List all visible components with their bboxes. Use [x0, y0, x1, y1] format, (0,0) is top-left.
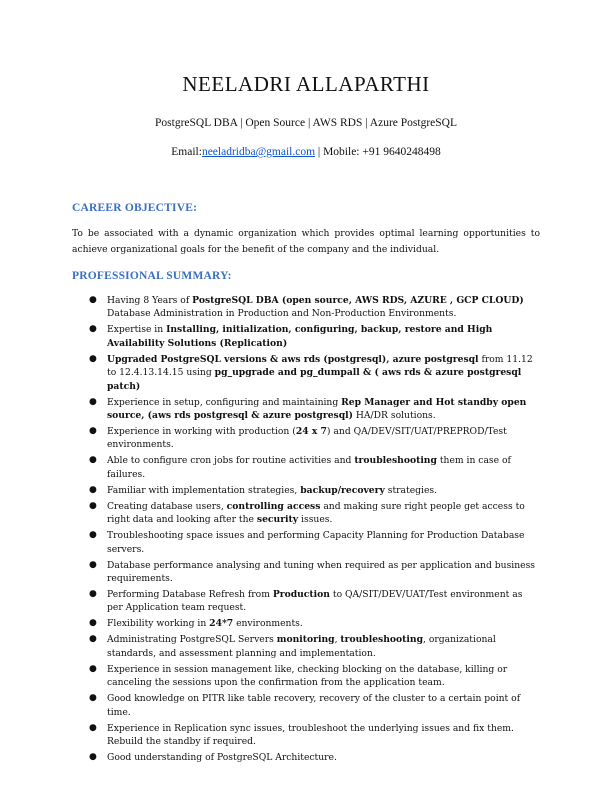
list-item: ● Administrating PostgreSQL Servers monitoring, troubleshooting, organizational standards, and assessment planning and implementation.: [89, 634, 496, 659]
career-objective-heading: CAREER OBJECTIVE:: [72, 202, 198, 214]
professional-summary-heading: PROFESSIONAL SUMMARY:: [72, 270, 232, 282]
candidate-tagline: PostgreSQL DBA | Open Source | AWS RDS | Azure PostgreSQL: [155, 117, 457, 129]
email-label: Email:: [171, 146, 202, 158]
list-item: ● Familiar with implementation strategies, backup/recovery strategies.: [89, 484, 438, 496]
list-item: ● Good knowledge on PITR like table recovery, recovery of the cluster to a certain point of time.: [89, 693, 521, 718]
mobile-text: | Mobile: +91 9640248498: [315, 146, 441, 158]
bullet-icon: ●: [89, 634, 97, 645]
list-item: ● Performing Database Refresh from Production to QA/SIT/DEV/UAT/Test environment as per Application team request.: [89, 589, 523, 614]
bullet-icon: ●: [89, 559, 97, 570]
list-item: ● Database performance analysing and tuning when required as per application and business requirements.: [89, 559, 536, 585]
bullet-icon: ●: [89, 722, 97, 733]
list-item: ● Experience in setup, configuring and maintaining Rep Manager and Hot standby open source, (aws rds postgresql & azure postgresql) HA/DR solutions.: [89, 396, 527, 422]
bullet-icon: ●: [89, 455, 97, 466]
bullet-icon: ●: [89, 324, 97, 335]
list-item: ● Good understanding of PostgreSQL Architecture.: [89, 752, 337, 764]
bullet-icon: ●: [89, 353, 97, 364]
bullet-icon: ●: [89, 500, 97, 511]
bullet-icon: ●: [89, 589, 97, 600]
list-item: ● Able to configure cron jobs for routine activities and troubleshooting them in case of failures.: [89, 455, 511, 480]
bullet-icon: ●: [89, 752, 97, 763]
list-item: ● Experience in working with production (24 x 7) and QA/DEV/SIT/UAT/PREPROD/Test environments.: [89, 426, 507, 451]
candidate-name: NEELADRI ALLAPARTHI: [182, 72, 430, 96]
bullet-icon: ●: [89, 663, 97, 674]
career-objective-text: To be associated with a dynamic organization which provides optimal learning opportunities to achieve organizational goals for the benefit of the company and the individual.: [72, 228, 540, 255]
bullet-icon: ●: [89, 530, 97, 541]
list-item: ● Upgraded PostgreSQL versions & aws rds (postgresql), azure postgresql from 11.12 to 12.4.13.14.15 using pg_upgrade and pg_dumpall & ( aws rds & azure postgresql patch): [89, 353, 533, 392]
list-item: ● Experience in Replication sync issues, troubleshoot the underlying issues and fix them. Rebuild the standby if required.: [89, 722, 514, 748]
contact-line: [0, 146, 612, 158]
bullet-icon: ●: [89, 426, 97, 437]
list-item: ● Flexibility working in 24*7 environments.: [89, 618, 303, 630]
bullet-icon: ●: [89, 396, 97, 407]
professional-summary-list: [72, 294, 540, 767]
bullet-icon: ●: [89, 693, 97, 704]
email-link[interactable]: neeladridba@gmail.com: [201, 146, 316, 158]
list-item: ● Troubleshooting space issues and performing Capacity Planning for Production Database servers.: [89, 530, 525, 555]
bullet-icon: ●: [89, 484, 97, 495]
bullet-icon: ●: [89, 295, 97, 305]
bullet-icon: ●: [89, 618, 97, 629]
list-item: ● Creating database users, controlling access and making sure right people get access to right data and looking after the security issues.: [89, 500, 525, 526]
list-item: ● Having 8 Years of PostgreSQL DBA (open source, AWS RDS, AZURE , GCP CLOUD) Database Administration in Production and Non-Production Environments.: [89, 295, 524, 320]
list-item: ● Experience in session management like, checking blocking on the database, killing or canceling the sessions upon the confirmation from the application team.: [89, 663, 508, 689]
list-item: ● Expertise in Installing, initialization, configuring, backup, restore and High Availability Solutions (Replication): [89, 324, 493, 349]
